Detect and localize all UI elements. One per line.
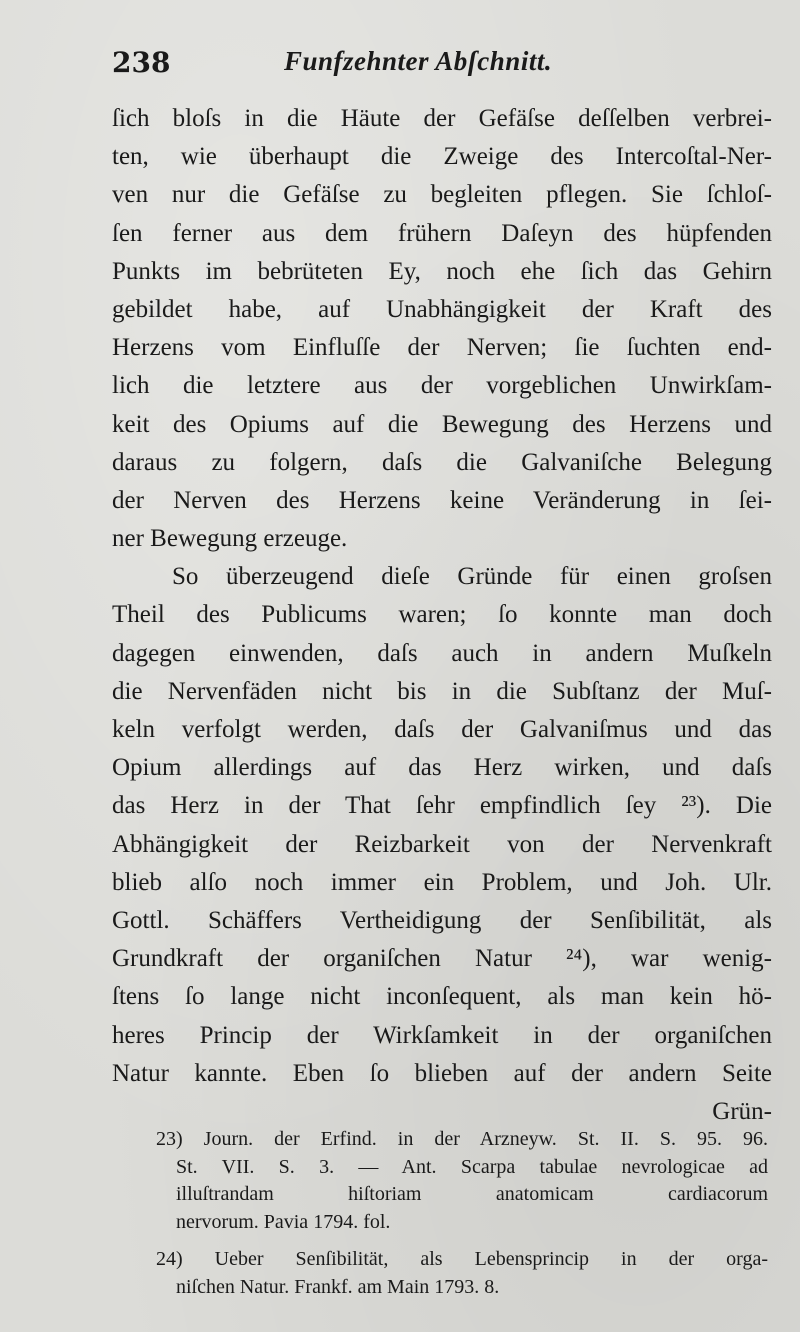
- text-line: blieb alſo noch immer ein Problem, und Joh. Ulr.: [112, 868, 772, 896]
- text-line: heres Princip der Wirkſamkeit in der organiſchen: [112, 1021, 772, 1049]
- text-line: Grundkraft der organiſchen Natur ²⁴), war wenig-: [112, 945, 772, 973]
- footnote-line: nervorum. Pavia 1794. fol.: [176, 1210, 391, 1233]
- footnote-line: 23) Journ. der Erfind. in der Arzneyw. St. II. S. 95. 96.: [156, 1128, 768, 1150]
- footnote-line: 24) Ueber Senſibilität, als Lebensprincip in der orga-: [156, 1248, 768, 1270]
- text-line: Theil des Publicums waren; ſo konnte man doch: [112, 601, 772, 629]
- text-line: ner Bewegung erzeuge.: [112, 525, 348, 553]
- text-line: lich die letztere aus der vorgeblichen Unwirkſam-: [112, 372, 772, 400]
- text-line: ſich bloſs in die Häute der Gefäſse deſſelben verbrei-: [112, 105, 772, 132]
- footnotes: [156, 1126, 768, 1301]
- text-line: Abhängigkeit der Reizbarkeit von der Nervenkraft: [112, 830, 772, 858]
- catchword: Grün-: [712, 1097, 772, 1125]
- text-line: der Nerven des Herzens keine Veränderung in ſei-: [112, 486, 772, 514]
- footnote-23: [156, 1126, 768, 1236]
- text-line: Gottl. Schäffers Vertheidigung der Senſibilität, als: [112, 906, 772, 934]
- running-head: Funfzehnter Abſchnitt.: [284, 46, 553, 76]
- main-text: [112, 100, 772, 1131]
- text-line: ten, wie überhaupt die Zweige des Intercoſtal-Ner-: [112, 143, 772, 171]
- text-line: ſen ferner aus dem frühern Daſeyn des hüpfenden: [112, 219, 772, 247]
- footnote-line: illuſtrandam hiſtoriam anatomicam cardiacorum: [176, 1183, 768, 1205]
- text-line: Opium allerdings auf das Herz wirken, und daſs: [112, 754, 772, 782]
- footnote-line: niſchen Natur. Frankf. am Main 1793. 8.: [176, 1275, 500, 1298]
- text-line: Punkts im bebrüteten Ey, noch ehe ſich das Gehirn: [112, 257, 772, 285]
- text-line: gebildet habe, auf Unabhängigkeit der Kraft des: [112, 295, 772, 323]
- text-line: keit des Opiums auf die Bewegung des Herzens und: [112, 410, 772, 438]
- text-line: die Nervenfäden nicht bis in die Subſtanz der Muſ-: [112, 677, 772, 705]
- text-line: das Herz in der That ſehr empfindlich ſey ²³). Die: [112, 792, 772, 820]
- text-line: daraus zu folgern, daſs die Galvaniſche Belegung: [112, 448, 772, 476]
- text-line: keln verfolgt werden, daſs der Galvaniſmus und das: [112, 716, 772, 743]
- page-header: [112, 46, 772, 96]
- text-line: ven nur die Gefäſse zu begleiten pflegen. Sie ſchloſ-: [112, 181, 772, 209]
- page-number: 238: [112, 46, 171, 79]
- text-line: So überzeugend dieſe Gründe für einen groſsen: [172, 563, 772, 591]
- footnote-24: [156, 1246, 768, 1301]
- text-line: Herzens vom Einfluſſe der Nerven; ſie ſuchten end-: [112, 334, 772, 362]
- footnote-gap: [156, 1236, 768, 1246]
- footnote-line: St. VII. S. 3. — Ant. Scarpa tabulae nevrologicae ad: [176, 1155, 768, 1178]
- text-line: dagegen einwenden, daſs auch in andern Muſkeln: [112, 639, 772, 667]
- text-line: ſtens ſo lange nicht inconſequent, als man kein hö-: [112, 983, 772, 1011]
- text-line: Natur kannte. Eben ſo blieben auf der andern Seite: [112, 1059, 772, 1087]
